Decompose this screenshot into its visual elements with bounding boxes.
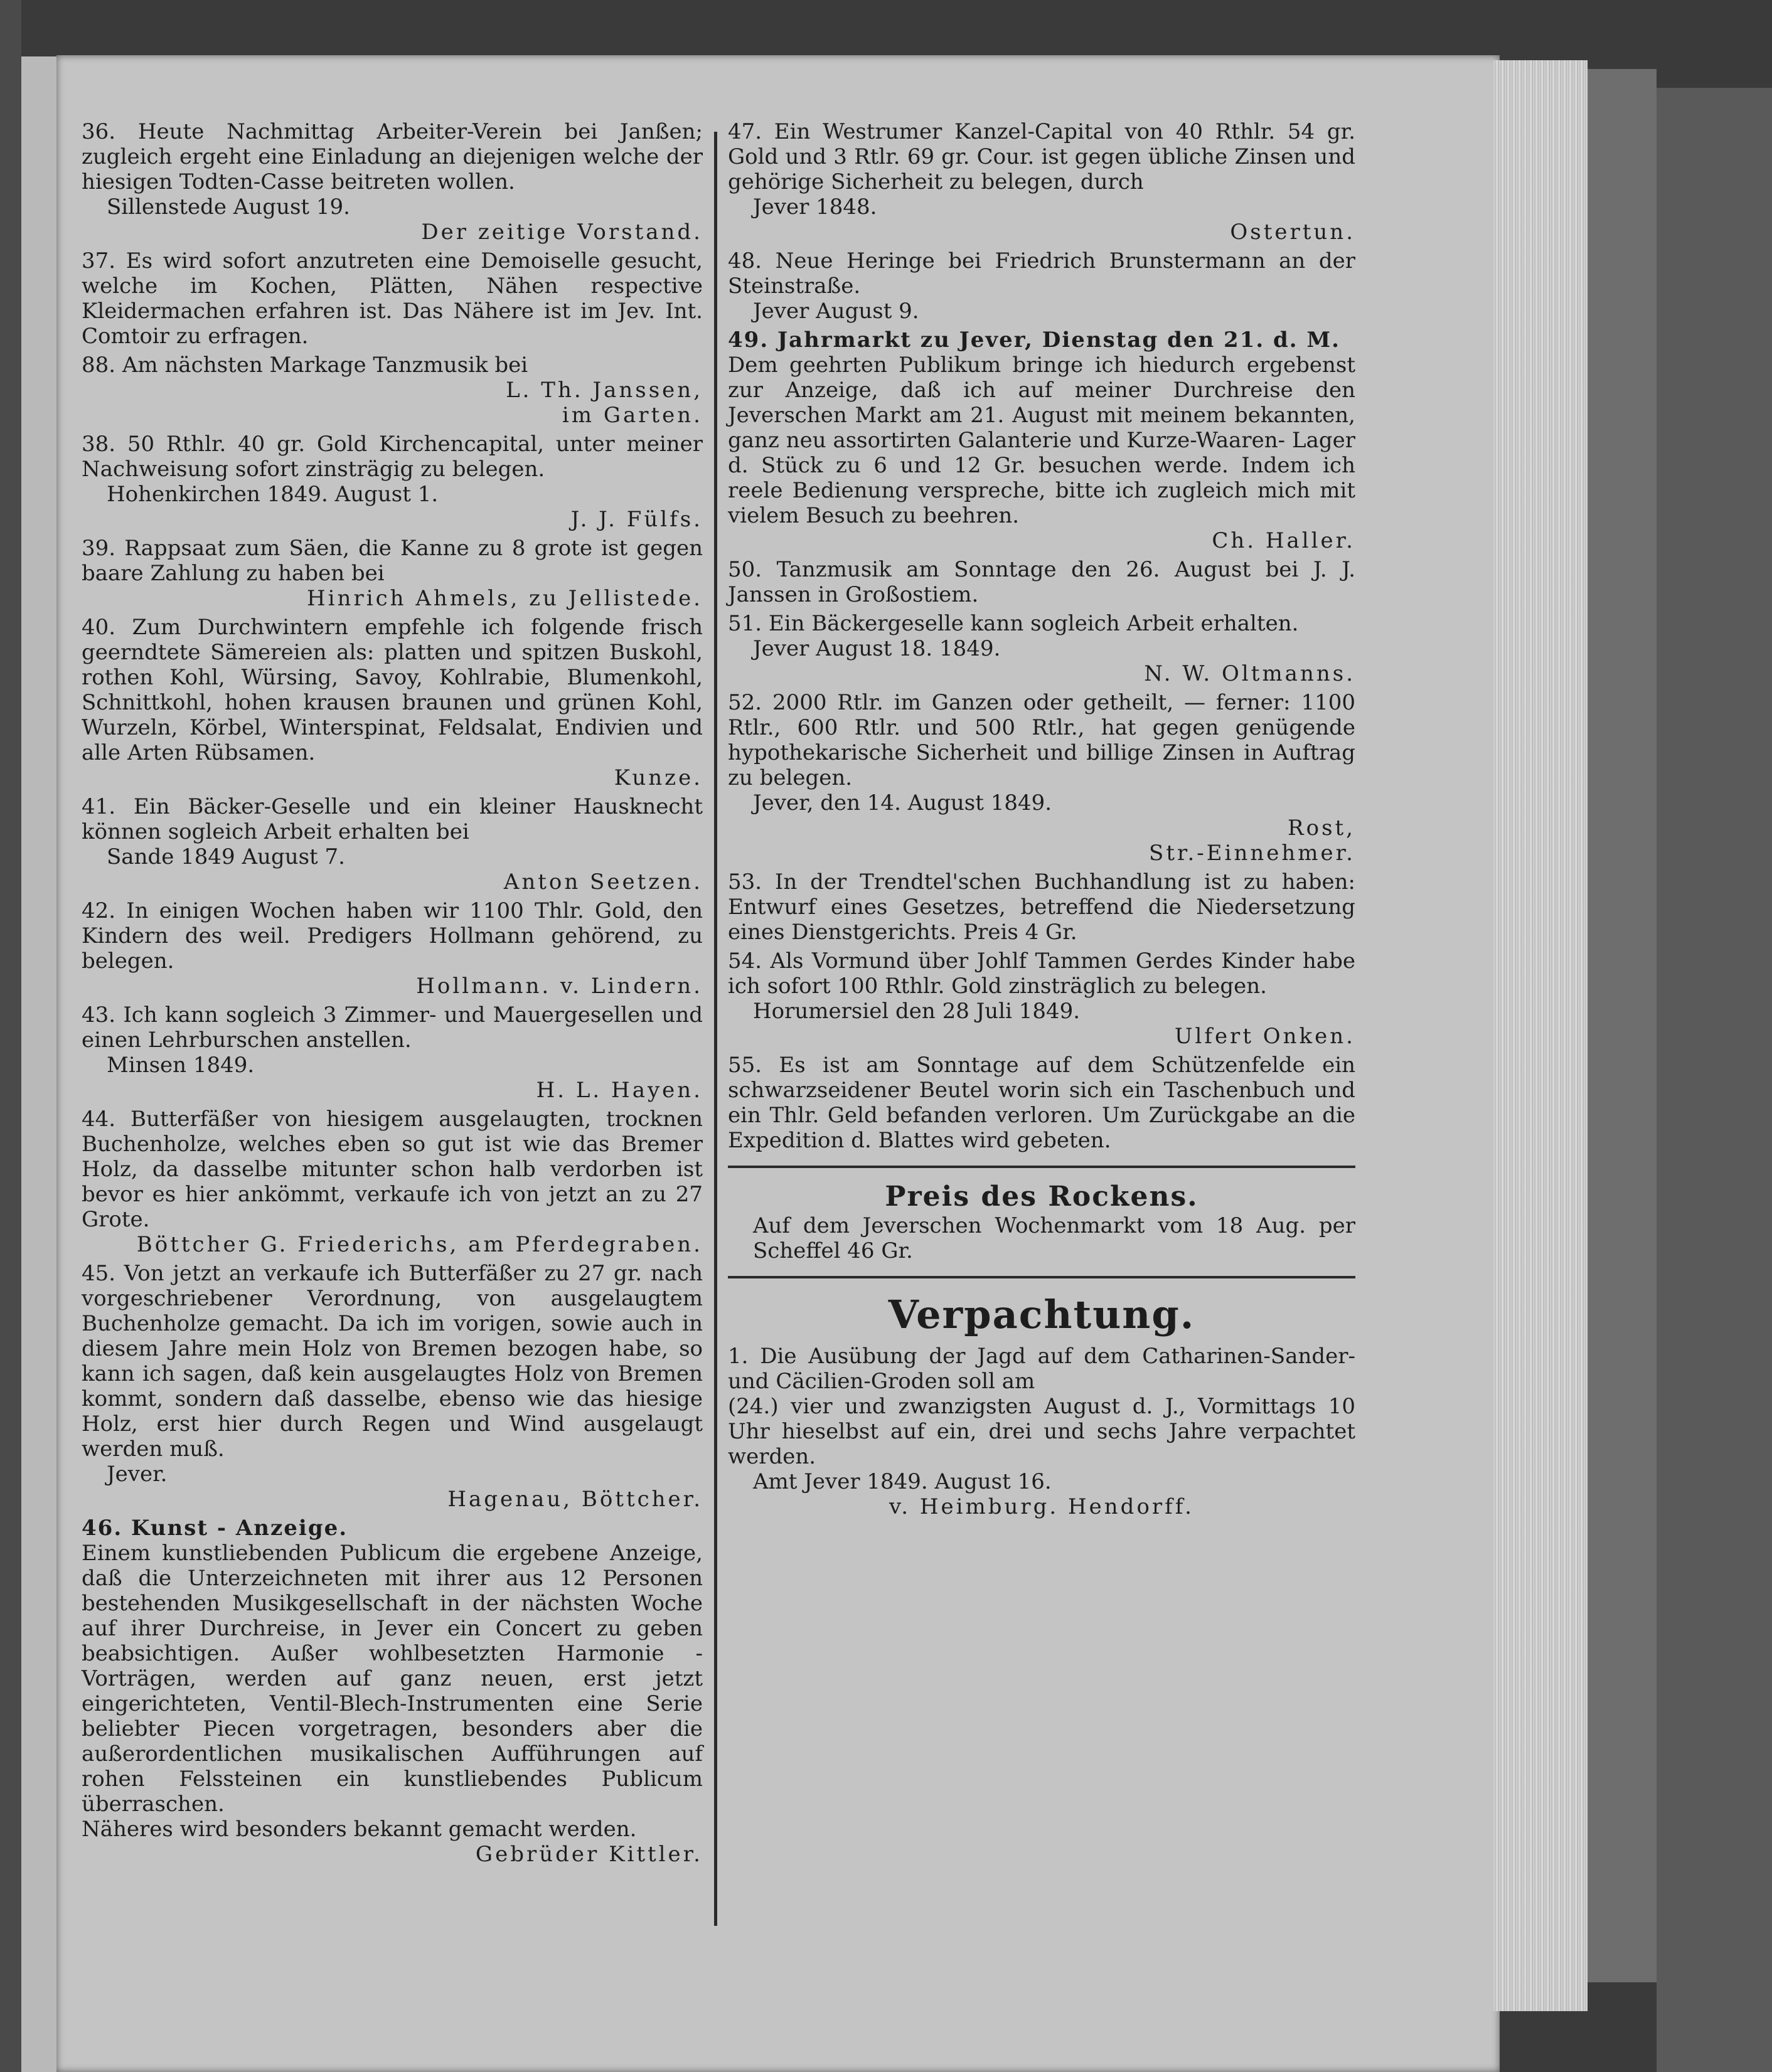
ad-text: 44. Butterfäßer von hiesigem ausgelaugten, trocknen Buchenholze, welches eben so gut ist wie das Bremer Holz, da dasselbe mitunter schon halb verdorben ist bevor es hier ankömmt, verkaufe ich von jetzt an zu 27 Grote. xyxy=(82,1107,703,1232)
ad-text: 47. Ein Westrumer Kanzel-Capital von 40 Rthlr. 54 gr. Gold und 3 Rtlr. 69 gr. Cour. ist gegen übliche Zinsen und gehörige Sicherheit zu belegen, durch xyxy=(728,119,1355,194)
advertisement-ad-44 xyxy=(82,1107,703,1257)
ad-signature: Böttcher G. Friederichs, am Pferdegraben. xyxy=(136,1232,703,1257)
ad-place-date: Jever, den 14. August 1849. xyxy=(753,790,1052,816)
advertisement-ad-36 xyxy=(82,119,703,245)
ad-text: 55. Es ist am Sonntage auf dem Schützenfelde ein schwarzseidener Beutel worin sich ein Taschenbuch und ein Thlr. Geld befanden verloren. Um Zurückgabe an die Expedition d. Blattes wird gebeten. xyxy=(728,1053,1355,1153)
ad-text: 42. In einigen Wochen haben wir 1100 Thlr. Gold, den Kindern des weil. Predigers Hollmann gehörend, zu belegen. xyxy=(82,898,703,974)
advertisement-ad-88 xyxy=(82,353,703,428)
advertisement-ad-42 xyxy=(82,898,703,999)
ad-text: 41. Ein Bäcker-Geselle und ein kleiner Hausknecht können sogleich Arbeit erhalten bei xyxy=(82,794,703,844)
advertisement-ad-48 xyxy=(728,248,1355,324)
ad-text: Näheres wird besonders bekannt gemacht werden. xyxy=(82,1817,637,1842)
advertisement-ad-37 xyxy=(82,248,703,349)
advertisement-ad-41 xyxy=(82,794,703,895)
advertisement-ad-52 xyxy=(728,690,1355,866)
ad-text: 52. 2000 Rtlr. im Ganzen oder getheilt, — ferner: 1100 Rtlr., 600 Rtlr. und 500 Rtlr., hat gegen genügende hypothekarische Sicherheit und billige Zinsen in Auftrag zu belegen. xyxy=(728,690,1355,790)
ad-place-date: Jever 1848. xyxy=(753,194,877,220)
right-column xyxy=(728,119,1355,1523)
ad-signature: Ch. Haller. xyxy=(1212,528,1355,553)
ad-text: 40. Zum Durchwintern empfehle ich folgende frisch geerndtete Sämereien als: platten und spitzen Buskohl, rothen Kohl, Würsing, Savoy, Kohlrabie, Blumenkohl, Schnittkohl, hohen krausen braunen und grünen Kohl, Wurzeln, Körbel, Winterspinat, Feldsalat, Endivien und alle Arten Rübsamen. xyxy=(82,615,703,765)
ad-text: 48. Neue Heringe bei Friedrich Brunstermann an der Steinstraße. xyxy=(728,248,1355,299)
book-cover-edge xyxy=(1588,69,1657,1982)
ad-signature: Hollmann. v. Lindern. xyxy=(416,974,703,999)
ad-text: 45. Von jetzt an verkaufe ich Butterfäßer zu 27 gr. nach vorgeschriebener Verordnung, von ausgelaugtem Buchenholze gemacht. Da ich im vorigen, sowie auch in diesem Jahre mein Holz von Bremen bezogen habe, so kann ich sagen, daß kein ausgelaugtes Holz von Bremen kommt, sondern daß dasselbe, ebenso wie das hiesige Holz, erst hier durch Regen und Wind ausgelaugt werden muß. xyxy=(82,1261,703,1462)
book-cover-back xyxy=(1657,88,1772,2072)
lease-place-date: Amt Jever 1849. August 16. xyxy=(753,1469,1052,1494)
advertisement-ad-45 xyxy=(82,1261,703,1512)
advertisement-ad-50 xyxy=(728,557,1355,607)
ad-place-date: Jever August 18. 1849. xyxy=(753,636,1001,661)
section-rule xyxy=(728,1276,1355,1278)
ad-text: Dem geehrten Publikum bringe ich hiedurch ergebenst zur Anzeige, daß ich auf meiner Durchreise den Jeverschen Markt am 21. August mit meinem bekannten, ganz neu assortirten Galanterie und Kurze-Waaren- Lager d. Stück zu 6 und 12 Gr. besuchen werde. Indem ich reele Bedienung verspreche, bitte ich zugleich mich mit vielem Besuch zu beehren. xyxy=(728,353,1355,528)
price-heading: Preis des Rockens. xyxy=(885,1181,1198,1213)
ad-signature-line2: Str.-Einnehmer. xyxy=(1149,841,1355,866)
lease-heading: Verpachtung. xyxy=(888,1292,1195,1337)
left-column xyxy=(82,119,703,1871)
ad-signature: Ulfert Onken. xyxy=(1174,1024,1355,1049)
ad-text: 54. Als Vormund über Johlf Tammen Gerdes Kinder habe ich sofort 100 Rthlr. Gold zinsträglich zu belegen. xyxy=(728,948,1355,999)
lease-text: (24.) vier und zwanzigsten August d. J., Vormittags 10 Uhr hieselbst auf ein, drei und sechs Jahre verpachtet werden. xyxy=(728,1394,1355,1469)
ad-signature: Gebrüder Kittler. xyxy=(475,1842,703,1867)
ad-signature: Ostertun. xyxy=(1230,220,1355,245)
lease-text: 1. Die Ausübung der Jagd auf dem Catharinen-Sander- und Cäcilien-Groden soll am xyxy=(728,1344,1355,1394)
ad-signature: L. Th. Janssen, xyxy=(506,378,703,403)
ad-heading: 49. Jahrmarkt zu Jever, Dienstag den 21. d. M. xyxy=(728,327,1340,353)
ad-signature-line2: im Garten. xyxy=(562,403,703,428)
advertisement-ad-53 xyxy=(728,869,1355,945)
advertisement-ad-46 xyxy=(82,1516,703,1867)
advertisement-ad-54 xyxy=(728,948,1355,1049)
ad-signature: Rost, xyxy=(1288,816,1355,841)
ad-text: 43. Ich kann sogleich 3 Zimmer- und Mauergesellen und einen Lehrburschen anstellen. xyxy=(82,1002,703,1053)
lease-signature: v. Heimburg. Hendorff. xyxy=(889,1494,1194,1519)
ad-text: 88. Am nächsten Markage Tanzmusik bei xyxy=(82,353,528,378)
advertisement-ad-55 xyxy=(728,1053,1355,1153)
book-binding xyxy=(0,0,21,2072)
ad-heading: 46. Kunst - Anzeige. xyxy=(82,1516,348,1541)
ad-text: 51. Ein Bäckergeselle kann sogleich Arbeit erhalten. xyxy=(728,611,1299,636)
column-divider xyxy=(714,132,717,1926)
ad-place-date: Jever August 9. xyxy=(753,299,919,324)
ad-text: 37. Es wird sofort anzutreten eine Demoiselle gesucht, welche im Kochen, Plätten, Nähen respective Kleidermachen erfahren ist. Das Nähere ist im Jev. Int. Comtoir zu erfragen. xyxy=(82,248,703,349)
advertisement-ad-47 xyxy=(728,119,1355,245)
ad-signature: Der zeitige Vorstand. xyxy=(421,220,703,245)
price-block xyxy=(728,1213,1355,1263)
ad-signature: H. L. Hayen. xyxy=(536,1078,703,1103)
ad-signature: Kunze. xyxy=(614,765,703,790)
advertisement-ad-39 xyxy=(82,536,703,611)
ad-place-date: Sande 1849 August 7. xyxy=(107,844,345,869)
ad-text: Einem kunstliebenden Publicum die ergebene Anzeige, daß die Unterzeichneten mit ihrer aus 12 Personen bestehenden Musikgesellschaft in der nächsten Woche auf ihrer Durchreise, in Jever ein Concert zu geben beabsichtigen. Außer wohlbesetzten Harmonie - Vorträgen, werden auf ganz neuen, erst jetzt eingerichteten, Ventil-Blech-Instrumenten eine Serie beliebter Piecen vorgetragen, besonders aber die außerordentlichen musikalischen Aufführungen auf rohen Felssteinen ein kunstliebendes Publicum überraschen. xyxy=(82,1541,703,1817)
advertisement-ad-38 xyxy=(82,432,703,532)
ad-signature: Anton Seetzen. xyxy=(503,869,703,895)
ad-place-date: Hohenkirchen 1849. August 1. xyxy=(107,482,439,507)
ad-signature: J. J. Fülfs. xyxy=(570,507,703,532)
ad-text: 38. 50 Rthlr. 40 gr. Gold Kirchencapital, unter meiner Nachweisung sofort zinsträgig zu belegen. xyxy=(82,432,703,482)
advertisement-ad-40 xyxy=(82,615,703,790)
ad-place-date: Sillenstede August 19. xyxy=(107,194,350,220)
ad-text: 36. Heute Nachmittag Arbeiter-Verein bei Janßen; zugleich ergeht eine Einladung an diejenigen welche der hiesigen Todten-Casse beitreten wollen. xyxy=(82,119,703,194)
ad-place-date: Jever. xyxy=(107,1462,168,1487)
advertisement-ad-49 xyxy=(728,327,1355,553)
ad-signature: Hinrich Ahmels, zu Jellistede. xyxy=(307,586,703,611)
price-text: Auf dem Jeverschen Wochenmarkt vom 18 Aug. per Scheffel 46 Gr. xyxy=(753,1213,1355,1263)
page-stack-edge xyxy=(1493,60,1588,2011)
ad-signature: Hagenau, Böttcher. xyxy=(447,1487,703,1512)
ad-text: 53. In der Trendtel'schen Buchhandlung ist zu haben: Entwurf eines Gesetzes, betreffend die Niedersetzung eines Dienstgerichts. Preis 4 Gr. xyxy=(728,869,1355,945)
lease-block xyxy=(728,1344,1355,1519)
section-rule xyxy=(728,1166,1355,1168)
advertisement-ad-51 xyxy=(728,611,1355,686)
ad-place-date: Minsen 1849. xyxy=(107,1053,255,1078)
advertisement-ad-43 xyxy=(82,1002,703,1103)
ad-signature: N. W. Oltmanns. xyxy=(1144,661,1355,686)
ad-place-date: Horumersiel den 28 Juli 1849. xyxy=(753,999,1081,1024)
ad-text: 39. Rappsaat zum Säen, die Kanne zu 8 grote ist gegen baare Zahlung zu haben bei xyxy=(82,536,703,586)
ad-text: 50. Tanzmusik am Sonntage den 26. August bei J. J. Janssen in Großostiem. xyxy=(728,557,1355,607)
